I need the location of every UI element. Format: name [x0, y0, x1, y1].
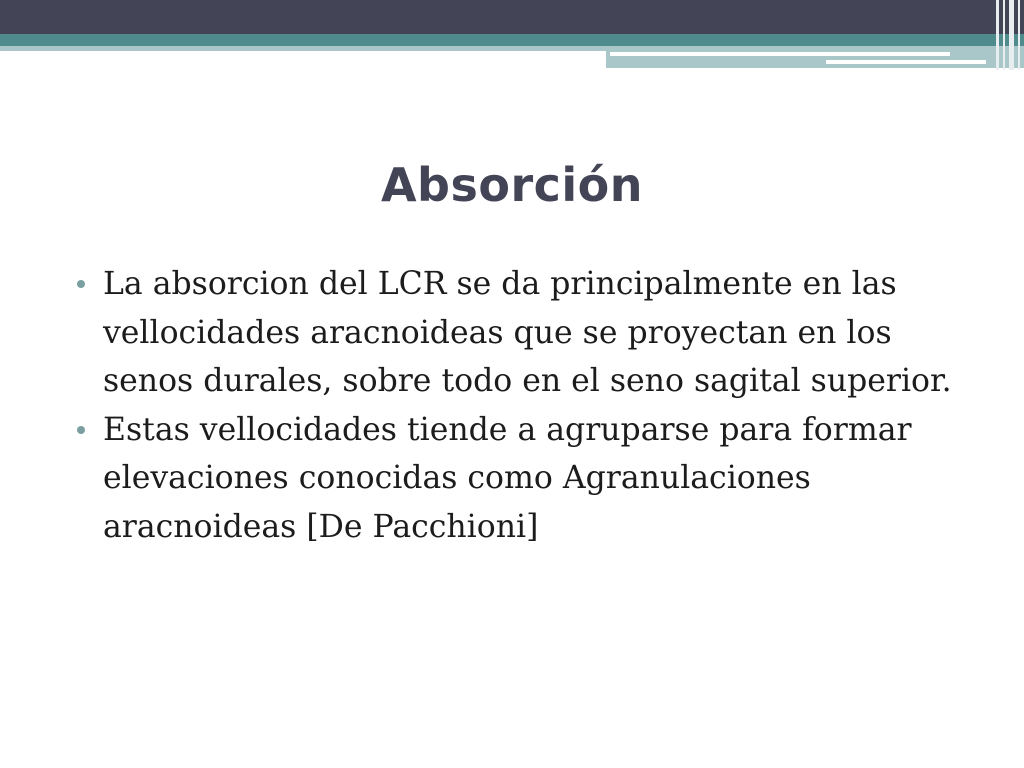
header-band-dark — [0, 0, 1024, 34]
bullet-text: Estas vellocidades tiende a agruparse para formar elevaciones conocidas como Agranulaciones aracnoideas [De Pacchioni] — [103, 411, 912, 545]
bullet-icon — [77, 280, 85, 288]
header-band-right-line — [610, 52, 950, 56]
bullet-item — [74, 260, 974, 406]
bullet-item — [74, 406, 974, 552]
slide-title: Absorción — [380, 158, 644, 212]
bullet-icon — [77, 426, 85, 434]
header-band-teal — [0, 34, 1024, 46]
bullet-text: La absorcion del LCR se da principalmente en las vellocidades aracnoideas que se proyectan en los senos durales, sobre todo en el seno sagital superior. — [103, 266, 952, 399]
header-band-right — [606, 46, 1024, 68]
bullet-list — [74, 260, 974, 551]
header-band-light — [0, 46, 610, 51]
header-vertical-lines — [994, 0, 1024, 70]
header-band-right-line-2 — [826, 60, 986, 64]
